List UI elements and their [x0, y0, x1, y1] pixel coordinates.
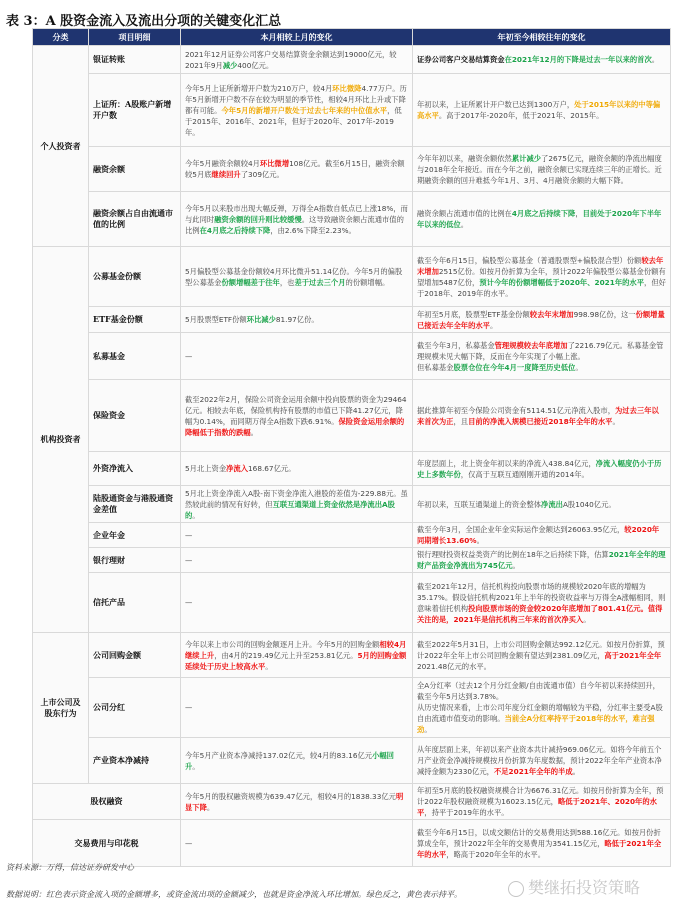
item-cell: 陆股通资金与港股通资金差值 — [89, 486, 181, 523]
item-cell: 信托产品 — [89, 573, 181, 633]
text-segment: 略低于2021年、2020年的水平 — [417, 797, 657, 817]
text-segment: 2021年全年的理财产品资金净流出为745亿元 — [417, 550, 666, 570]
text-segment: 今年5月融资余额较4月 — [185, 159, 260, 168]
table-row — [33, 678, 671, 738]
text-segment: 2515亿份。如按月份折算为全年，预计2022年偏股型公募基金份额有望增加5487亿份， — [417, 266, 666, 287]
text-segment: 。 — [476, 536, 484, 545]
ytd-change-cell — [413, 380, 671, 452]
wechat-icon — [508, 881, 524, 897]
item-cell: 上证所：A股账户新增开户数 — [89, 74, 181, 147]
text-segment: 截至2021年12月，信托机构投向股票市场的规模较2020年底的增幅为35.17%。假设信托机构2021年上半年的投资收益率与万得全A涨幅相同，则意味着信托机构 — [417, 581, 666, 613]
monthly-change-cell — [181, 486, 413, 523]
table-row — [33, 247, 671, 307]
category-cell: 机构投资者 — [33, 247, 89, 633]
item-cell: ETF基金份额 — [89, 307, 181, 333]
text-segment: 环比微增 — [259, 159, 290, 168]
text-segment: 168.67亿元。 — [248, 464, 296, 473]
text-segment: 998.98亿份，这一 — [573, 309, 636, 319]
text-segment: 投向股票市场的资金较2020年底增加了801.41亿元。值得关注的是，2021年是信托机构三年来的首次净买入 — [417, 603, 663, 624]
text-segment: — — [185, 351, 193, 361]
table-row — [33, 46, 671, 74]
text-segment: 管理规模较去年底增加 — [494, 340, 568, 350]
text-segment: 。 — [192, 510, 200, 520]
text-segment: 截至2022年5月31日，上市公司回购金额达992.12亿元。如按月份折算，预计2022年全年上市公司回购金额有望达到2381.09亿元， — [417, 639, 665, 660]
summary-table — [32, 28, 671, 867]
text-segment: 当前全A分红率持平于2018年的水平，难言强劲 — [417, 714, 655, 734]
text-segment: 5月北上资金净流入A股-南下资金净流入港股的差值为-229.88元。虽然较此前的情况有好转，但 — [185, 488, 408, 509]
text-segment: 较去年末增加 — [417, 255, 664, 276]
item-cell: 公司回购金额 — [89, 633, 181, 678]
text-segment: 。 — [489, 320, 498, 330]
monthly-change-cell — [181, 738, 413, 784]
text-segment: 证券公司客户交易结算资金 — [417, 55, 505, 64]
ytd-change-cell — [413, 820, 671, 867]
table-row — [33, 820, 671, 867]
text-segment: 4月底之后持续下降 — [511, 209, 576, 218]
table-row — [33, 738, 671, 784]
text-segment: 。 — [512, 561, 520, 570]
text-segment: 今年5月的股权融资规模为639.47亿元，相较4月的1838.33亿元 — [185, 791, 396, 801]
text-segment: 不足2021年全年的半成 — [493, 767, 573, 776]
text-segment: 截至2022年2月，保险公司资金运用余额中投向股票的资金为29464亿元。相较去年底，保险机构持有股票的市值已下降41.27亿元，降幅为0.14%，而同期万得全A指数下跌6.91%。 — [185, 394, 407, 426]
text-segment: 。 — [424, 725, 432, 734]
text-segment: 。这导致融资余额占流通市值的比例 — [185, 214, 404, 235]
text-segment: 相较4月继续上升 — [185, 639, 407, 660]
text-segment: 2021年12月证券公司客户交易结算资金余额达到19000亿元，较2021年9月 — [185, 49, 397, 70]
item-cell: 银证转账 — [89, 46, 181, 74]
text-segment: 。 — [583, 614, 591, 624]
text-segment: 环比减少 — [246, 315, 276, 324]
text-segment: 4.77万户。 — [361, 83, 400, 93]
monthly-change-cell — [181, 333, 413, 380]
text-segment: 了2216.79亿元。私募基金管理规模未见大幅下降，反而在今年实现了小幅上涨。 — [417, 340, 664, 361]
item-cell: 交易费用与印花税 — [33, 820, 181, 867]
text-segment: ，略高于2020年全年的水平。 — [446, 849, 546, 859]
item-cell: 保险资金 — [89, 380, 181, 452]
text-segment: 。 — [572, 767, 580, 776]
text-segment: 。 — [651, 55, 660, 64]
text-segment: 从年度层面上来，年初以来产业资本共计减持969.06亿元。如将今年前五个月产业资金净减持规模按月份折算为年度数据，预计2022年全年产业资本净减持金额为2330亿元， — [417, 745, 662, 776]
text-segment: 108亿元。截至6月15日，融资余额较5月底 — [185, 159, 405, 179]
text-segment: 5月北上资金 — [185, 464, 227, 473]
text-segment: 年度层面上，北上资金年初以来的净流入438.84亿元， — [417, 458, 596, 468]
text-segment: 年初至5月底的股权融资规模合计为6676.31亿元。如按月份折算为全年，预计2022年股权融资规模为16023.15亿元， — [417, 786, 664, 806]
watermark — [508, 875, 640, 898]
ytd-change-cell — [413, 333, 671, 380]
text-segment: 但私募基金 — [417, 362, 454, 372]
header-category: 分类 — [33, 29, 89, 46]
text-segment: 截至今年3月，私募基金 — [417, 340, 495, 350]
table-row — [33, 74, 671, 147]
text-segment: 目前的净流入规模已接近2018年全年的水平 — [468, 416, 613, 426]
monthly-change-cell — [181, 820, 413, 867]
text-segment: 差于过去三个月 — [294, 277, 346, 287]
ytd-change-cell — [413, 678, 671, 738]
text-segment: 年初以来，上证所累计开户数已达到1300万户， — [417, 100, 575, 109]
ytd-change-cell — [413, 74, 671, 147]
text-segment: 融资余额的回升则比较缓慢 — [214, 214, 302, 224]
text-segment: 2021.48亿元的水平。 — [417, 661, 491, 671]
ytd-change-cell — [413, 307, 671, 333]
text-segment: 减少 — [222, 60, 238, 70]
monthly-change-cell — [181, 784, 413, 820]
text-segment: 历年5月新增开户数不存在较为明显的季节性，相较4月环比上升或下降都有可能。 — [185, 83, 407, 115]
text-segment: 保险资金运用余额的降幅低于指数的跌幅 — [185, 416, 405, 437]
text-segment: 。 — [250, 427, 258, 437]
text-segment: 股票仓位在今年4月一度降至历史低位 — [453, 362, 576, 372]
monthly-change-cell — [181, 247, 413, 307]
text-segment: ，低于2015年、2016年、2021年，但好于2020年、2017年-2019年。 — [185, 105, 402, 137]
ytd-change-cell — [413, 523, 671, 548]
ytd-change-cell — [413, 784, 671, 820]
ytd-change-cell — [413, 46, 671, 74]
ytd-change-cell — [413, 486, 671, 523]
watermark-text: 樊继拓投资策略 — [528, 878, 641, 897]
ytd-change-cell — [413, 548, 671, 573]
text-segment: 了2675亿元，融资余额的净流出幅度与2018年全年接近。而在今年之前，融资余额已实现连续三年的正增长。近期融资余额的回升难抵今年1月、3月、4月融资余额的大幅下降。 — [417, 153, 662, 185]
text-segment: 年初至5月底，股票型ETF基金份额 — [417, 309, 530, 319]
text-segment: 。 — [612, 416, 620, 426]
table-row — [33, 452, 671, 486]
text-segment: 。高于2017年-2020年，低于2021年、2015年。 — [438, 111, 604, 120]
table-row — [33, 486, 671, 523]
text-segment: ，由4月的219.49亿元上升至253.81亿元。 — [214, 650, 358, 660]
text-segment: 累计减少 — [511, 153, 542, 163]
text-segment: 的份额增幅。 — [345, 277, 390, 287]
text-segment: 81.97亿份。 — [275, 315, 319, 324]
item-cell: 私募基金 — [89, 333, 181, 380]
text-segment: 净流入幅度仍小于历史上多数年份 — [417, 458, 662, 479]
header-ytd: 年初至今相较往年的变化 — [413, 29, 671, 46]
text-segment: — — [185, 838, 193, 848]
table-row — [33, 548, 671, 573]
text-segment: 目前处于2020年下半年年以来的低位 — [417, 209, 662, 229]
header-monthly: 本月相较上月的变化 — [181, 29, 413, 46]
monthly-change-cell — [181, 380, 413, 452]
text-segment: 截至今年6月15日，偏股型公募基金（普通股票型+偏股混合型）份额 — [417, 255, 642, 265]
text-segment: 今年以来上市公司的回购金额逐月上升。今年5月的回购金额 — [185, 639, 380, 649]
text-segment: ，且 — [453, 416, 469, 426]
item-cell: 公募基金份额 — [89, 247, 181, 307]
text-segment: 略低于2021年全年的水平 — [417, 838, 662, 859]
text-segment: 5月股票型ETF份额 — [185, 315, 247, 324]
text-segment: 今年年初以来，融资余额依然 — [417, 153, 512, 163]
text-segment: — — [185, 703, 193, 712]
text-segment: A股1040亿元。 — [562, 499, 616, 509]
text-segment: 年初以来，互联互通渠道上的资金整体 — [417, 499, 542, 509]
text-segment: 环比微降 — [332, 83, 362, 93]
text-segment: 小幅回升 — [185, 750, 394, 771]
text-segment: 了309亿元。 — [240, 170, 284, 179]
text-segment: 明显下降 — [185, 791, 404, 812]
text-segment: 预计今年的份额增幅低于2020年、2021年的水平 — [479, 277, 645, 287]
text-segment: 融资余额占流通市值的比例在 — [417, 209, 512, 218]
item-cell: 融资余额占自由流通市值的比例 — [89, 192, 181, 247]
ytd-change-cell — [413, 738, 671, 784]
ytd-change-cell — [413, 452, 671, 486]
item-cell: 产业资本净减持 — [89, 738, 181, 784]
text-segment: 较去年末增加 — [529, 309, 574, 319]
item-cell: 外资净流入 — [89, 452, 181, 486]
monthly-change-cell — [181, 307, 413, 333]
text-segment: — — [185, 598, 193, 607]
text-segment: 在2021年12月的下降是过去一年以来的首次 — [504, 55, 652, 64]
text-segment: ，仅高于互联互通刚刚开通的2014年。 — [460, 469, 589, 479]
text-segment: 高于2021年全年 — [604, 650, 662, 660]
table-row — [33, 523, 671, 548]
monthly-change-cell — [181, 523, 413, 548]
text-segment: 5月偏股型公募基金份额较4月环比微升51.14亿份。今年5月的偏股型公募基金 — [185, 266, 403, 287]
text-segment: 份额增幅差于往年 — [221, 277, 280, 287]
monthly-change-cell — [181, 548, 413, 573]
text-segment: 今年5月的新增开户数处于过去七年来的中位值水平 — [221, 105, 388, 115]
table-row — [33, 633, 671, 678]
table-row — [33, 784, 671, 820]
monthly-change-cell — [181, 573, 413, 633]
table-row — [33, 192, 671, 247]
text-segment: — — [185, 555, 193, 565]
text-segment: 。 — [575, 362, 583, 372]
text-segment: 。 — [460, 220, 469, 229]
table-header-row — [33, 29, 671, 46]
text-segment: ，但好于2018年、2019年的水平。 — [417, 277, 666, 298]
table-row — [33, 573, 671, 633]
text-segment: 较2020年同期增长13.60% — [417, 525, 660, 545]
text-segment: 据此推算年初至今保险公司资金有5114.51亿元净流入股市， — [417, 405, 616, 415]
text-segment: 截至今年3月，全国企业年金实际运作金额达到26063.95亿元， — [417, 525, 625, 534]
monthly-change-cell — [181, 678, 413, 738]
monthly-change-cell — [181, 74, 413, 147]
data-note: 数据说明：红色表示资金流入项的金额增多，或资金流出项的金额减少，也就是资金净流入环比增加。绿色反之，黄色表示持平。 — [6, 890, 462, 899]
header-item: 项目明细 — [89, 29, 181, 46]
text-segment: ， — [575, 209, 583, 218]
text-segment: 今年5月上证所新增开户数为210万户，较4月 — [185, 83, 333, 93]
text-segment: 银行理财投资权益类资产的比例在18年之后持续下降，估算 — [417, 550, 609, 559]
ytd-change-cell — [413, 192, 671, 247]
table-title: 表 3：A 股资金流入及流出分项的关键变化汇总 — [6, 14, 282, 29]
text-segment: 。 — [192, 761, 200, 771]
text-segment: 在4月底之后持续下降 — [199, 225, 271, 235]
text-segment: 处于2015年以来的中等偏高水平 — [417, 100, 661, 120]
monthly-change-cell — [181, 452, 413, 486]
source-note: 资料来源：万得，信达证券研发中心 — [6, 863, 134, 872]
text-segment: ，也 — [279, 277, 295, 287]
monthly-change-cell — [181, 633, 413, 678]
text-segment: ，持平于2019年的水平。 — [424, 808, 509, 817]
text-segment: 互联互通渠道上资金依然是净流出A股的 — [185, 499, 395, 520]
monthly-change-cell — [181, 147, 413, 192]
item-cell: 公司分红 — [89, 678, 181, 738]
item-cell: 银行理财 — [89, 548, 181, 573]
ytd-change-cell — [413, 573, 671, 633]
text-segment: 今年5月以来股市出现大幅反弹，万得全A指数自低点已上涨18%，而与此同时 — [185, 203, 408, 224]
text-segment: 截至今年6月15日，以成交额估计的交易费用达到588.16亿元。如按月份折算成全年，预计2022年全年的交易费用为3541.15亿元， — [417, 827, 661, 848]
category-cell: 上市公司及股东行为 — [33, 633, 89, 784]
category-cell: 个人投资者 — [33, 46, 89, 247]
text-segment: 。 — [206, 802, 215, 812]
text-segment: ，由2.6%下降至2.23%。 — [270, 225, 356, 235]
text-segment: 为过去三年以来首次为正 — [417, 405, 659, 426]
ytd-change-cell — [413, 147, 671, 192]
text-segment: 继续回升 — [211, 170, 241, 179]
ytd-change-cell — [413, 633, 671, 678]
text-segment: — — [185, 530, 193, 540]
table-row — [33, 147, 671, 192]
monthly-change-cell — [181, 192, 413, 247]
item-cell: 融资余额 — [89, 147, 181, 192]
text-segment: 份额增量已接近去年全年的水平 — [417, 309, 665, 330]
text-segment: 。 — [265, 661, 273, 671]
table-row — [33, 307, 671, 333]
text-segment: 400亿元。 — [237, 60, 274, 70]
ytd-change-cell — [413, 247, 671, 307]
item-cell: 企业年金 — [89, 523, 181, 548]
item-cell: 股权融资 — [33, 784, 181, 820]
text-segment: 净流入 — [226, 464, 249, 473]
monthly-change-cell — [181, 46, 413, 74]
text-segment: 5月的回购金额延续处于历史上较高水平 — [185, 650, 407, 671]
text-segment: 净流出 — [541, 499, 563, 509]
text-segment: 今年5月产业资本净减持137.02亿元，较4月的83.16亿元 — [185, 750, 373, 760]
table-row — [33, 333, 671, 380]
text-segment: 从历史情况来看，上市公司年度分红金额的增幅较为平稳，分红率主要受A股自由流通市值变动的影响。 — [417, 703, 663, 723]
table-row — [33, 380, 671, 452]
text-segment: 全A分红率（过去12个月分红金额/自由流通市值）自今年初以来持续回升，截至今年5月达到3.78%。 — [417, 681, 660, 701]
